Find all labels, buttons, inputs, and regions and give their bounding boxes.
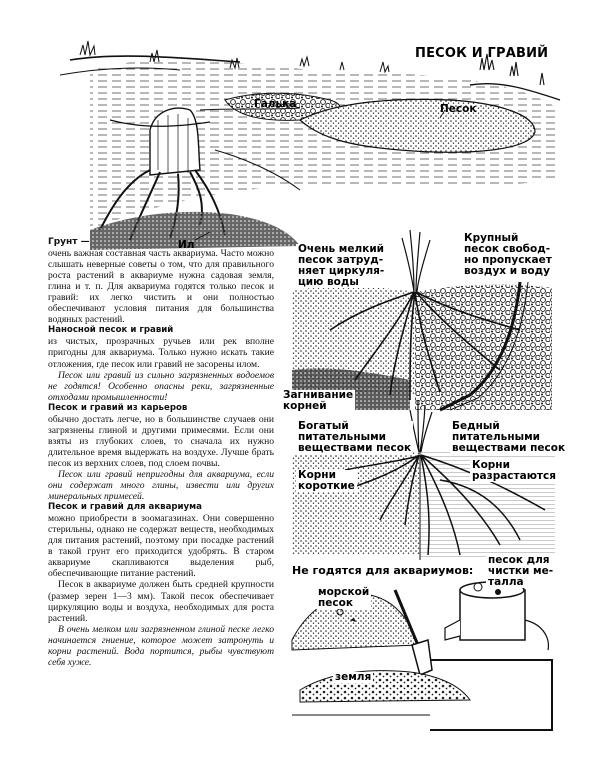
lead-text: очень важная составная часть аквариума. Часто можно слышать неверные советы о том, что для правильного роста растений в аквариуме нужна садовая земля, глина и т. п. Для аквариума годятся только песок и гравий: их легко чистить и они полностью обеспечивают условия питания для большинства водяных растений. (48, 248, 274, 326)
page-title: ПЕСОК И ГРАВИЙ (415, 46, 549, 61)
section-text-quarry: обычно достать легче, но в большинстве случаев они загрязнены глиной и другими примесями. Если они взяты из глубоких слоев, то сначала их нужно длительное время выдержать на воздухе. Лучше брать песок из верхних слоев, под слоем почвы. (48, 413, 274, 469)
label-rich-sand: Богатый питательными веществами песок (298, 420, 412, 454)
section-note-quarry: Песок или гравий непригодны для аквариума, если они содержат много глины, извести или других минеральных примесей. (48, 468, 274, 503)
label-spread-roots: Корни разрастаются (472, 459, 556, 482)
section-text-aquarium-2: Песок в аквариуме должен быть средней крупности (размер зерен 1—3 мм). Такой песок обеспечивает циркуляцию воды и воздуха, необходимых для роста растений. (48, 579, 274, 624)
article-body (48, 236, 274, 668)
section-text-alluvial: из чистых, прозрачных ручьев или рек вполне пригодны для аквариума. Только нужно искать такие отложения, где песок или гравий не засорены илом. (48, 336, 274, 370)
label-fine-sand: Очень мелкий песок затруд- няет циркуля- цию воды (298, 243, 385, 288)
label-pebble: Галька (254, 98, 297, 110)
section-note-alluvial: Песок или гравий из сильно загрязненных водоемов не годятся! Особенно опасны реки, загрязненные отходами промышленности! (48, 369, 274, 403)
label-sand: Песок (440, 103, 477, 115)
section-heading-quarry: Песок и гравий из карьеров (48, 402, 188, 413)
river-landscape (60, 41, 560, 250)
label-coarse-sand: Крупный песок свобод- но пропускает воздух и воду (464, 232, 552, 277)
unsuitable-heading: Не годятся для аквариумов: (292, 564, 474, 577)
section-text-aquarium: можно приобрести в зоомагазинах. Они совершенно стерильны, однако не содержат веществ, необходимых для питания растений, поэтому при посадке растений в такой грунт его приходится удобрять. В старом аквариуме скапливаются выделения рыб, обеспечивающие питание растений. (48, 513, 274, 580)
lead-paragraph (48, 236, 274, 325)
label-metal-sand: песок для чистки ме- талла (488, 554, 554, 588)
label-soil: земля (335, 671, 372, 683)
section-heading-aquarium: Песок и гравий для аквариума (48, 502, 202, 513)
label-short-roots: Корни короткие (298, 469, 355, 492)
lead-term: Грунт — (48, 237, 90, 247)
label-sea-sand: морской песок (318, 586, 370, 609)
label-poor-sand: Бедный питательными веществами песок (452, 420, 566, 454)
label-root-rot: Загнивание корней (283, 389, 354, 412)
label-silt: Ил (178, 239, 195, 251)
section-note-aquarium: В очень мелком или загрязненном глиной песке легко начинается гниение, которое может затронуть и корни растений. Вода портится, рыбы чувствуют себя хуже. (48, 623, 274, 668)
section-heading-alluvial: Наносной песок и гравий (48, 325, 174, 336)
